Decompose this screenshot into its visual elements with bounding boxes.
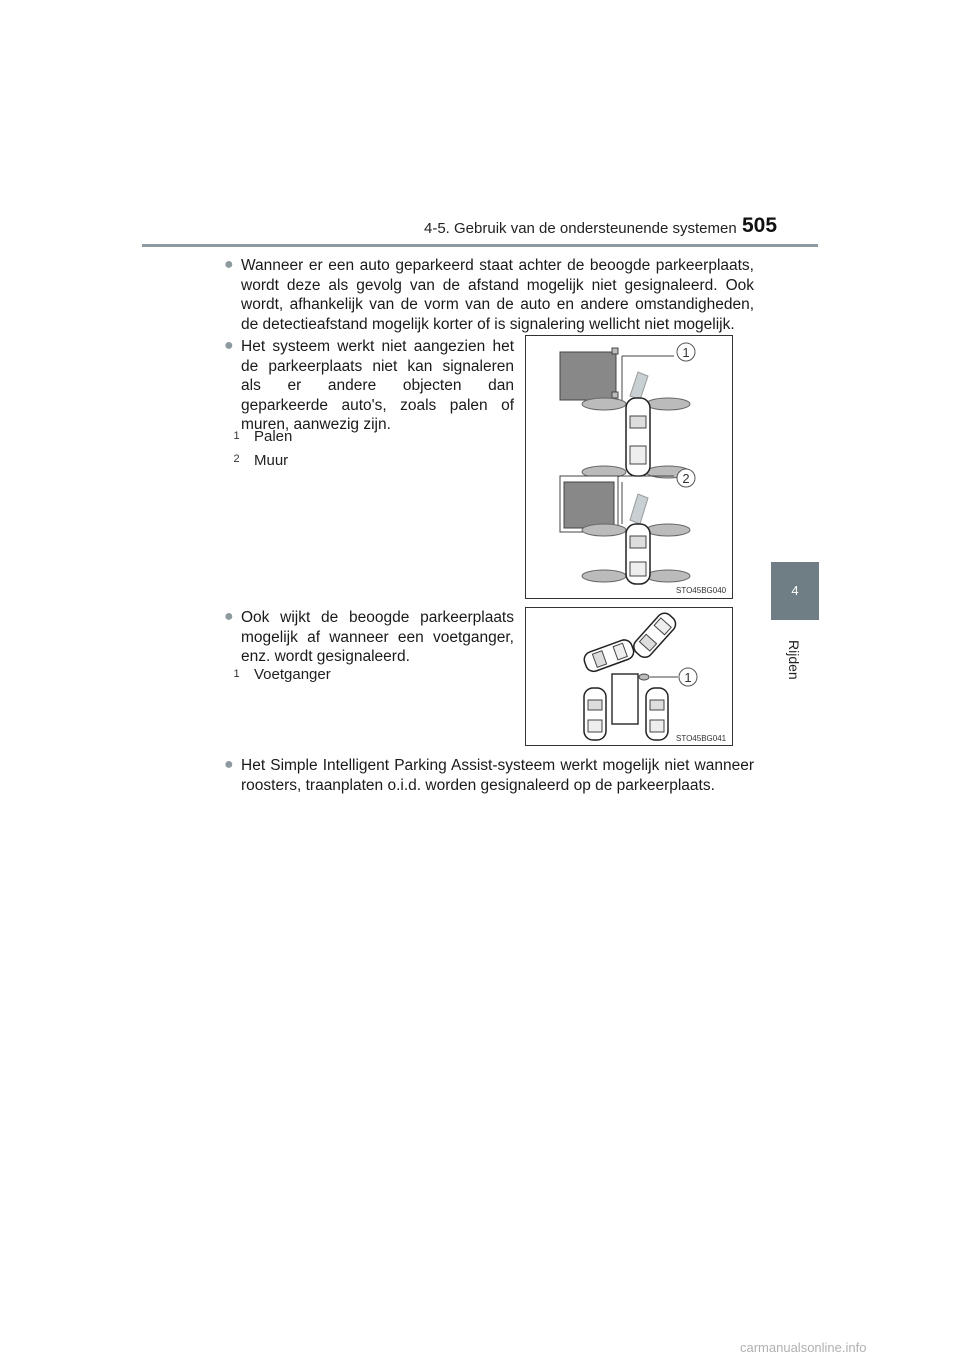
- bullet-icon: ●: [224, 756, 234, 773]
- arrow-up-icon: [630, 494, 648, 524]
- sensor-lobe: [582, 398, 626, 410]
- sensor-lobe: [646, 570, 690, 582]
- paragraph-pedestrian: Ook wijkt de beoogde parkeerplaats mogelijk af wanneer een voetganger, enz. wordt gesignaleerd.: [241, 609, 514, 665]
- sensor-lobe: [646, 524, 690, 536]
- parking-space: [612, 674, 638, 724]
- legend-label-wall: Muur: [254, 452, 289, 469]
- pedestrian-icon: [639, 674, 649, 680]
- legend-label-poles: Palen: [254, 428, 293, 445]
- sensor-lobe: [646, 398, 690, 410]
- legend-label-pedestrian: Voetganger: [254, 666, 331, 683]
- wall-block: [564, 482, 614, 528]
- sensor-lobe: [582, 524, 626, 536]
- section-title: 4-5. Gebruik van de ondersteunende systemen: [424, 220, 737, 237]
- legend-marker-1: 1: [233, 430, 240, 442]
- page-number: 505: [742, 214, 778, 237]
- figure-code: STO45BG041: [676, 734, 727, 743]
- header-rule: [142, 244, 818, 247]
- building-block: [560, 352, 616, 400]
- figure-code: STO45BG040: [676, 586, 727, 595]
- callout-number-2: 2: [682, 471, 690, 486]
- watermark: carmanualsonline.info: [740, 1340, 867, 1355]
- sensor-lobe: [582, 570, 626, 582]
- bullet-icon: ●: [224, 256, 234, 273]
- bullet-icon: ●: [224, 608, 234, 625]
- figure-pedestrian: [525, 607, 733, 746]
- bullet-icon: ●: [224, 337, 234, 354]
- arrow-up-icon: [630, 372, 648, 400]
- paragraph-grates: Het Simple Intelligent Parking Assist-systeem werkt mogelijk niet wanneer roosters, traanplaten o.i.d. worden gesignaleerd op de parkeerplaats.: [241, 757, 754, 794]
- chapter-tab: 4: [771, 562, 819, 620]
- pole-bottom: [612, 392, 618, 398]
- legend-marker-1: 1: [233, 668, 240, 680]
- car-icon: [631, 610, 679, 661]
- legend-marker-2: 2: [233, 453, 240, 465]
- pole-top: [612, 348, 618, 354]
- figure-poles-wall: [525, 335, 733, 599]
- car-icon: [582, 638, 636, 674]
- callout-number-1: 1: [684, 670, 692, 685]
- paragraph-poles-walls: Het systeem werkt niet aangezien het de parkeerplaats niet kan signaleren als er andere objecten dan geparkeerde auto's, zoals palen of muren, aanwezig zijn.: [241, 338, 514, 433]
- paragraph-car-behind: Wanneer er een auto geparkeerd staat achter de beoogde parkeerplaats, wordt deze als gevolg van de afstand mogelijk niet gesignaleerd. Ook wordt, afhankelijk van de vorm van de auto en andere omstandigheden, de detectieafstand mogelijk korter of is signalering wellicht niet mogelijk.: [241, 257, 754, 333]
- callout-number-1: 1: [682, 345, 690, 360]
- chapter-label: Rijden: [786, 640, 802, 680]
